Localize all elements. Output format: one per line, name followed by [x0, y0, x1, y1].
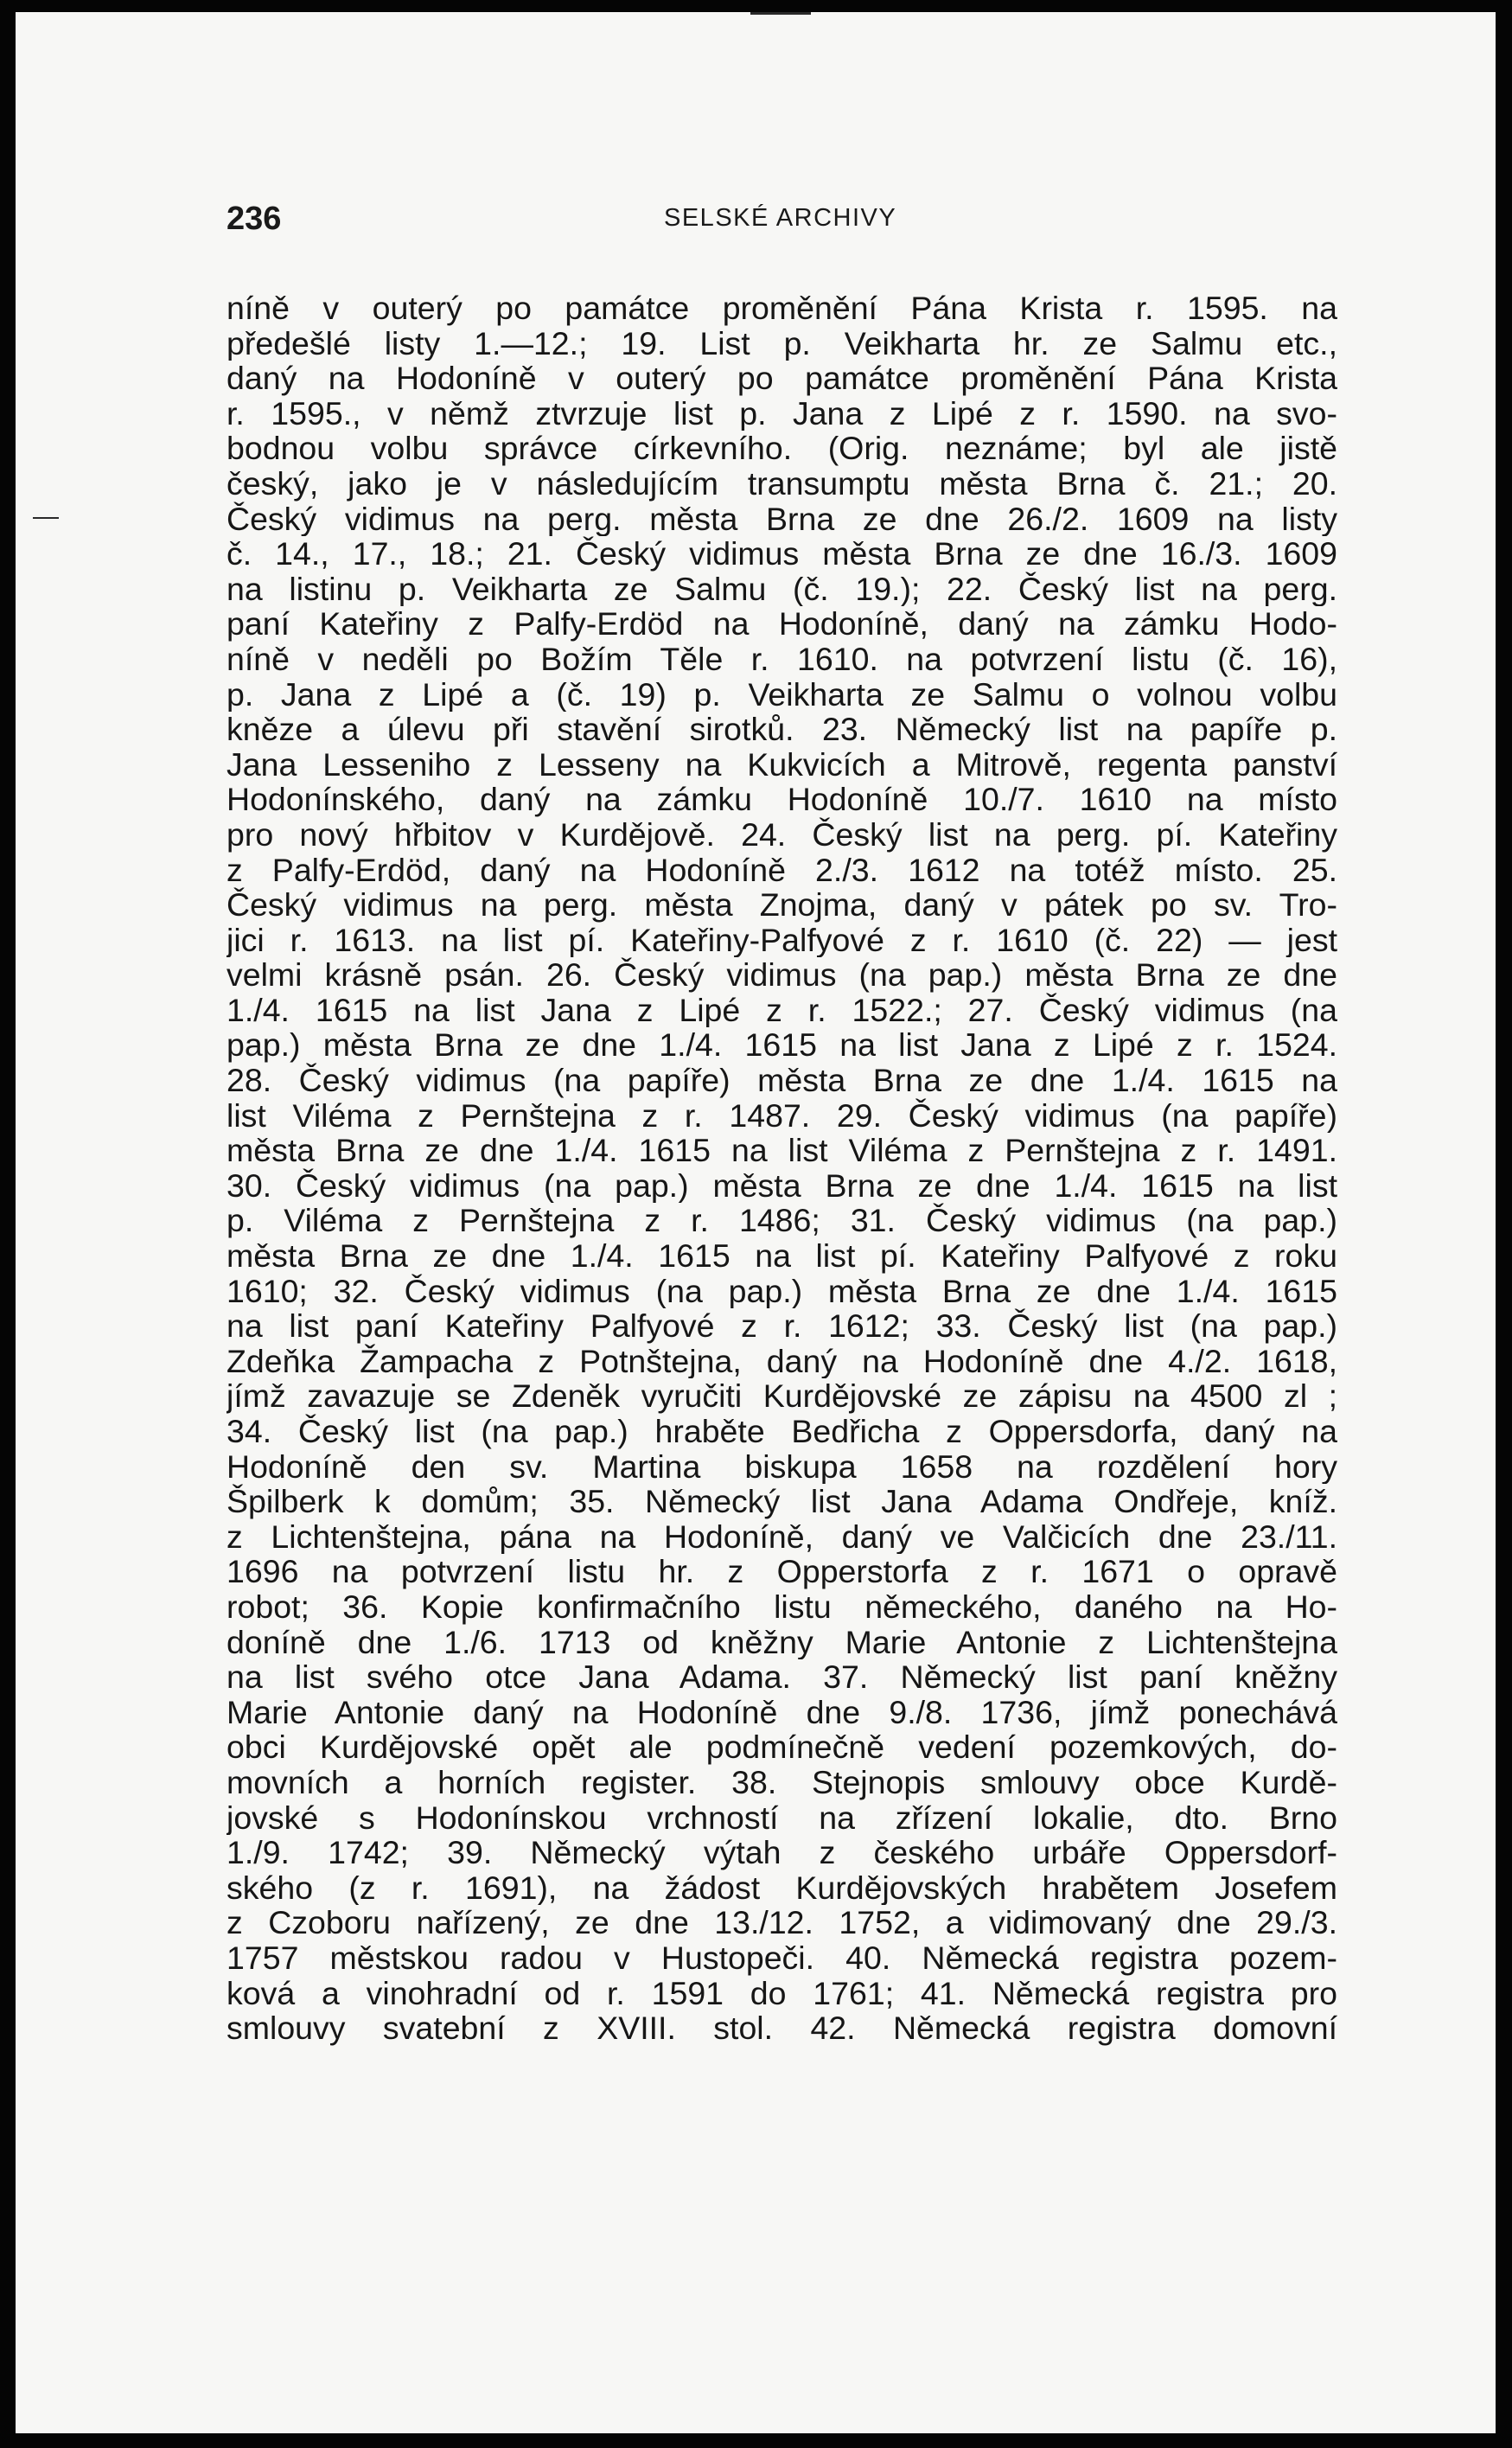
text-line: Český vidimus na perg. města Znojma, daný v pátek po sv. Tro- [226, 887, 1337, 923]
text-line: ková a vinohradní od r. 1591 do 1761; 41. Německá registra pro [226, 1975, 1337, 2011]
text-line: Jana Lesseniho z Lesseny na Kukvicích a Mitrově, regenta panství [226, 746, 1337, 783]
text-line: daný na Hodoníně v outerý po památce proměnění Pána Krista [226, 361, 1337, 396]
text-line: jici r. 1613. na list pí. Kateřiny-Palfyové z r. 1610 (č. 22) — jest [226, 922, 1337, 958]
text-line: 1610; 32. Český vidimus (na pap.) města Brna ze dne 1./4. 1615 [226, 1273, 1337, 1309]
text-line: předešlé listy 1.—12.; 19. List p. Veikharta hr. ze Salmu etc., [226, 325, 1337, 361]
text-line: obci Kurdějovské opět ale podmínečně vedení pozemkových, do- [226, 1729, 1337, 1765]
text-line: movních a horních register. 38. Stejnopis smlouvy obce Kurdě- [226, 1764, 1337, 1800]
text-line: jímž zavazuje se Zdeněk vyručiti Kurdějovské ze zápisu na 4500 zl ; [226, 1378, 1337, 1414]
text-line: 1./9. 1742; 39. Německý výtah z českého urbáře Oppersdorf- [226, 1835, 1337, 1870]
text-line: 30. Český vidimus (na pap.) města Brna ze dne 1./4. 1615 na list [226, 1167, 1337, 1204]
text-line: 28. Český vidimus (na papíře) města Brna ze dne 1./4. 1615 na [226, 1063, 1337, 1098]
text-line: Marie Antonie daný na Hodoníně dne 9./8. 1736, jímž ponechává [226, 1694, 1337, 1730]
text-line: Hodonínského, daný na zámku Hodoníně 10./7. 1610 na místo [226, 782, 1337, 817]
text-line: smlouvy svatební z XVIII. stol. 42. Německá registra domovní [226, 2010, 1337, 2046]
text-line: velmi krásně psán. 26. Český vidimus (na pap.) města Brna ze dne [226, 957, 1337, 993]
page-number: 236 [226, 201, 282, 237]
text-line: paní Kateřiny z Palfy-Erdöd na Hodoníně, daný na zámku Hodo- [226, 606, 1337, 642]
scan-edge-mark [750, 12, 811, 15]
text-line: 1696 na potvrzení listu hr. z Opperstorfa z r. 1671 o opravě [226, 1554, 1337, 1589]
text-line: níně v outerý po památce proměnění Pána Krista r. 1595. na [226, 291, 1337, 326]
text-line: města Brna ze dne 1./4. 1615 na list pí. Kateřiny Palfyové z roku [226, 1238, 1337, 1274]
text-line: 34. Český list (na pap.) hraběte Bedřicha z Oppersdorfa, daný na [226, 1414, 1337, 1449]
text-line: na list paní Kateřiny Palfyové z r. 1612; 33. Český list (na pap.) [226, 1308, 1337, 1344]
text-line: 1757 městskou radou v Hustopeči. 40. Německá registra pozem- [226, 1940, 1337, 1976]
book-page [16, 12, 1496, 2433]
text-line: z Lichtenštejna, pána na Hodoníně, daný ve Valčicích dne 23./11. [226, 1518, 1337, 1555]
text-line: list Viléma z Pernštejna z r. 1487. 29. Český vidimus (na papíře) [226, 1097, 1337, 1134]
running-head: SELSKÉ ARCHIVY [664, 204, 897, 232]
text-line: na list svého otce Jana Adama. 37. Německý list paní kněžny [226, 1659, 1337, 1695]
page-header [16, 201, 1496, 244]
text-line: doníně dne 1./6. 1713 od kněžny Marie Antonie z Lichtenštejna [226, 1624, 1337, 1660]
text-line: p. Viléma z Pernštejna z r. 1486; 31. Český vidimus (na pap.) [226, 1203, 1337, 1239]
text-line: 1./4. 1615 na list Jana z Lipé z r. 1522.; 27. Český vidimus (na [226, 992, 1337, 1028]
margin-mark [33, 517, 59, 519]
text-line: pro nový hřbitov v Kurdějově. 24. Český list na perg. pí. Kateřiny [226, 816, 1337, 853]
text-line: města Brna ze dne 1./4. 1615 na list Viléma z Pernštejna z r. 1491. [226, 1133, 1337, 1168]
text-line: Hodoníně den sv. Martina biskupa 1658 na rozdělení hory [226, 1448, 1337, 1485]
text-line: pap.) města Brna ze dne 1./4. 1615 na list Jana z Lipé z r. 1524. [226, 1027, 1337, 1064]
text-line: níně v neděli po Božím Těle r. 1610. na potvrzení listu (č. 16), [226, 641, 1337, 677]
text-line: z Czoboru nařízený, ze dne 13./12. 1752, a vidimovaný dne 29./3. [226, 1905, 1337, 1940]
text-line: r. 1595., v němž ztvrzuje list p. Jana z Lipé z r. 1590. na svo- [226, 395, 1337, 431]
body-text [226, 291, 1337, 2046]
text-line: robot; 36. Kopie konfirmačního listu německého, daného na Ho- [226, 1588, 1337, 1625]
text-line: ského (z r. 1691), na žádost Kurdějovských hrabětem Josefem [226, 1870, 1337, 1906]
text-line: kněze a úlevu při stavění sirotků. 23. Německý list na papíře p. [226, 712, 1337, 747]
text-line: český, jako je v následujícím transumptu města Brna č. 21.; 20. [226, 465, 1337, 502]
text-line: na listinu p. Veikharta ze Salmu (č. 19.); 22. Český list na perg. [226, 571, 1337, 607]
text-line: č. 14., 17., 18.; 21. Český vidimus města Brna ze dne 16./3. 1609 [226, 536, 1337, 572]
text-line: Český vidimus na perg. města Brna ze dne 26./2. 1609 na listy [226, 501, 1337, 537]
text-line: bodnou volbu správce církevního. (Orig. neznáme; byl ale jistě [226, 431, 1337, 466]
text-line: z Palfy-Erdöd, daný na Hodoníně 2./3. 1612 na totéž místo. 25. [226, 852, 1337, 888]
text-line: Špilberk k domům; 35. Německý list Jana Adama Ondřeje, kníž. [226, 1484, 1337, 1519]
text-line: p. Jana z Lipé a (č. 19) p. Veikharta ze Salmu o volnou volbu [226, 676, 1337, 713]
text-line: jovské s Hodonínskou vrchností na zřízení lokalie, dto. Brno [226, 1799, 1337, 1836]
text-line: Zdeňka Žampacha z Potnštejna, daný na Hodoníně dne 4./2. 1618, [226, 1343, 1337, 1379]
